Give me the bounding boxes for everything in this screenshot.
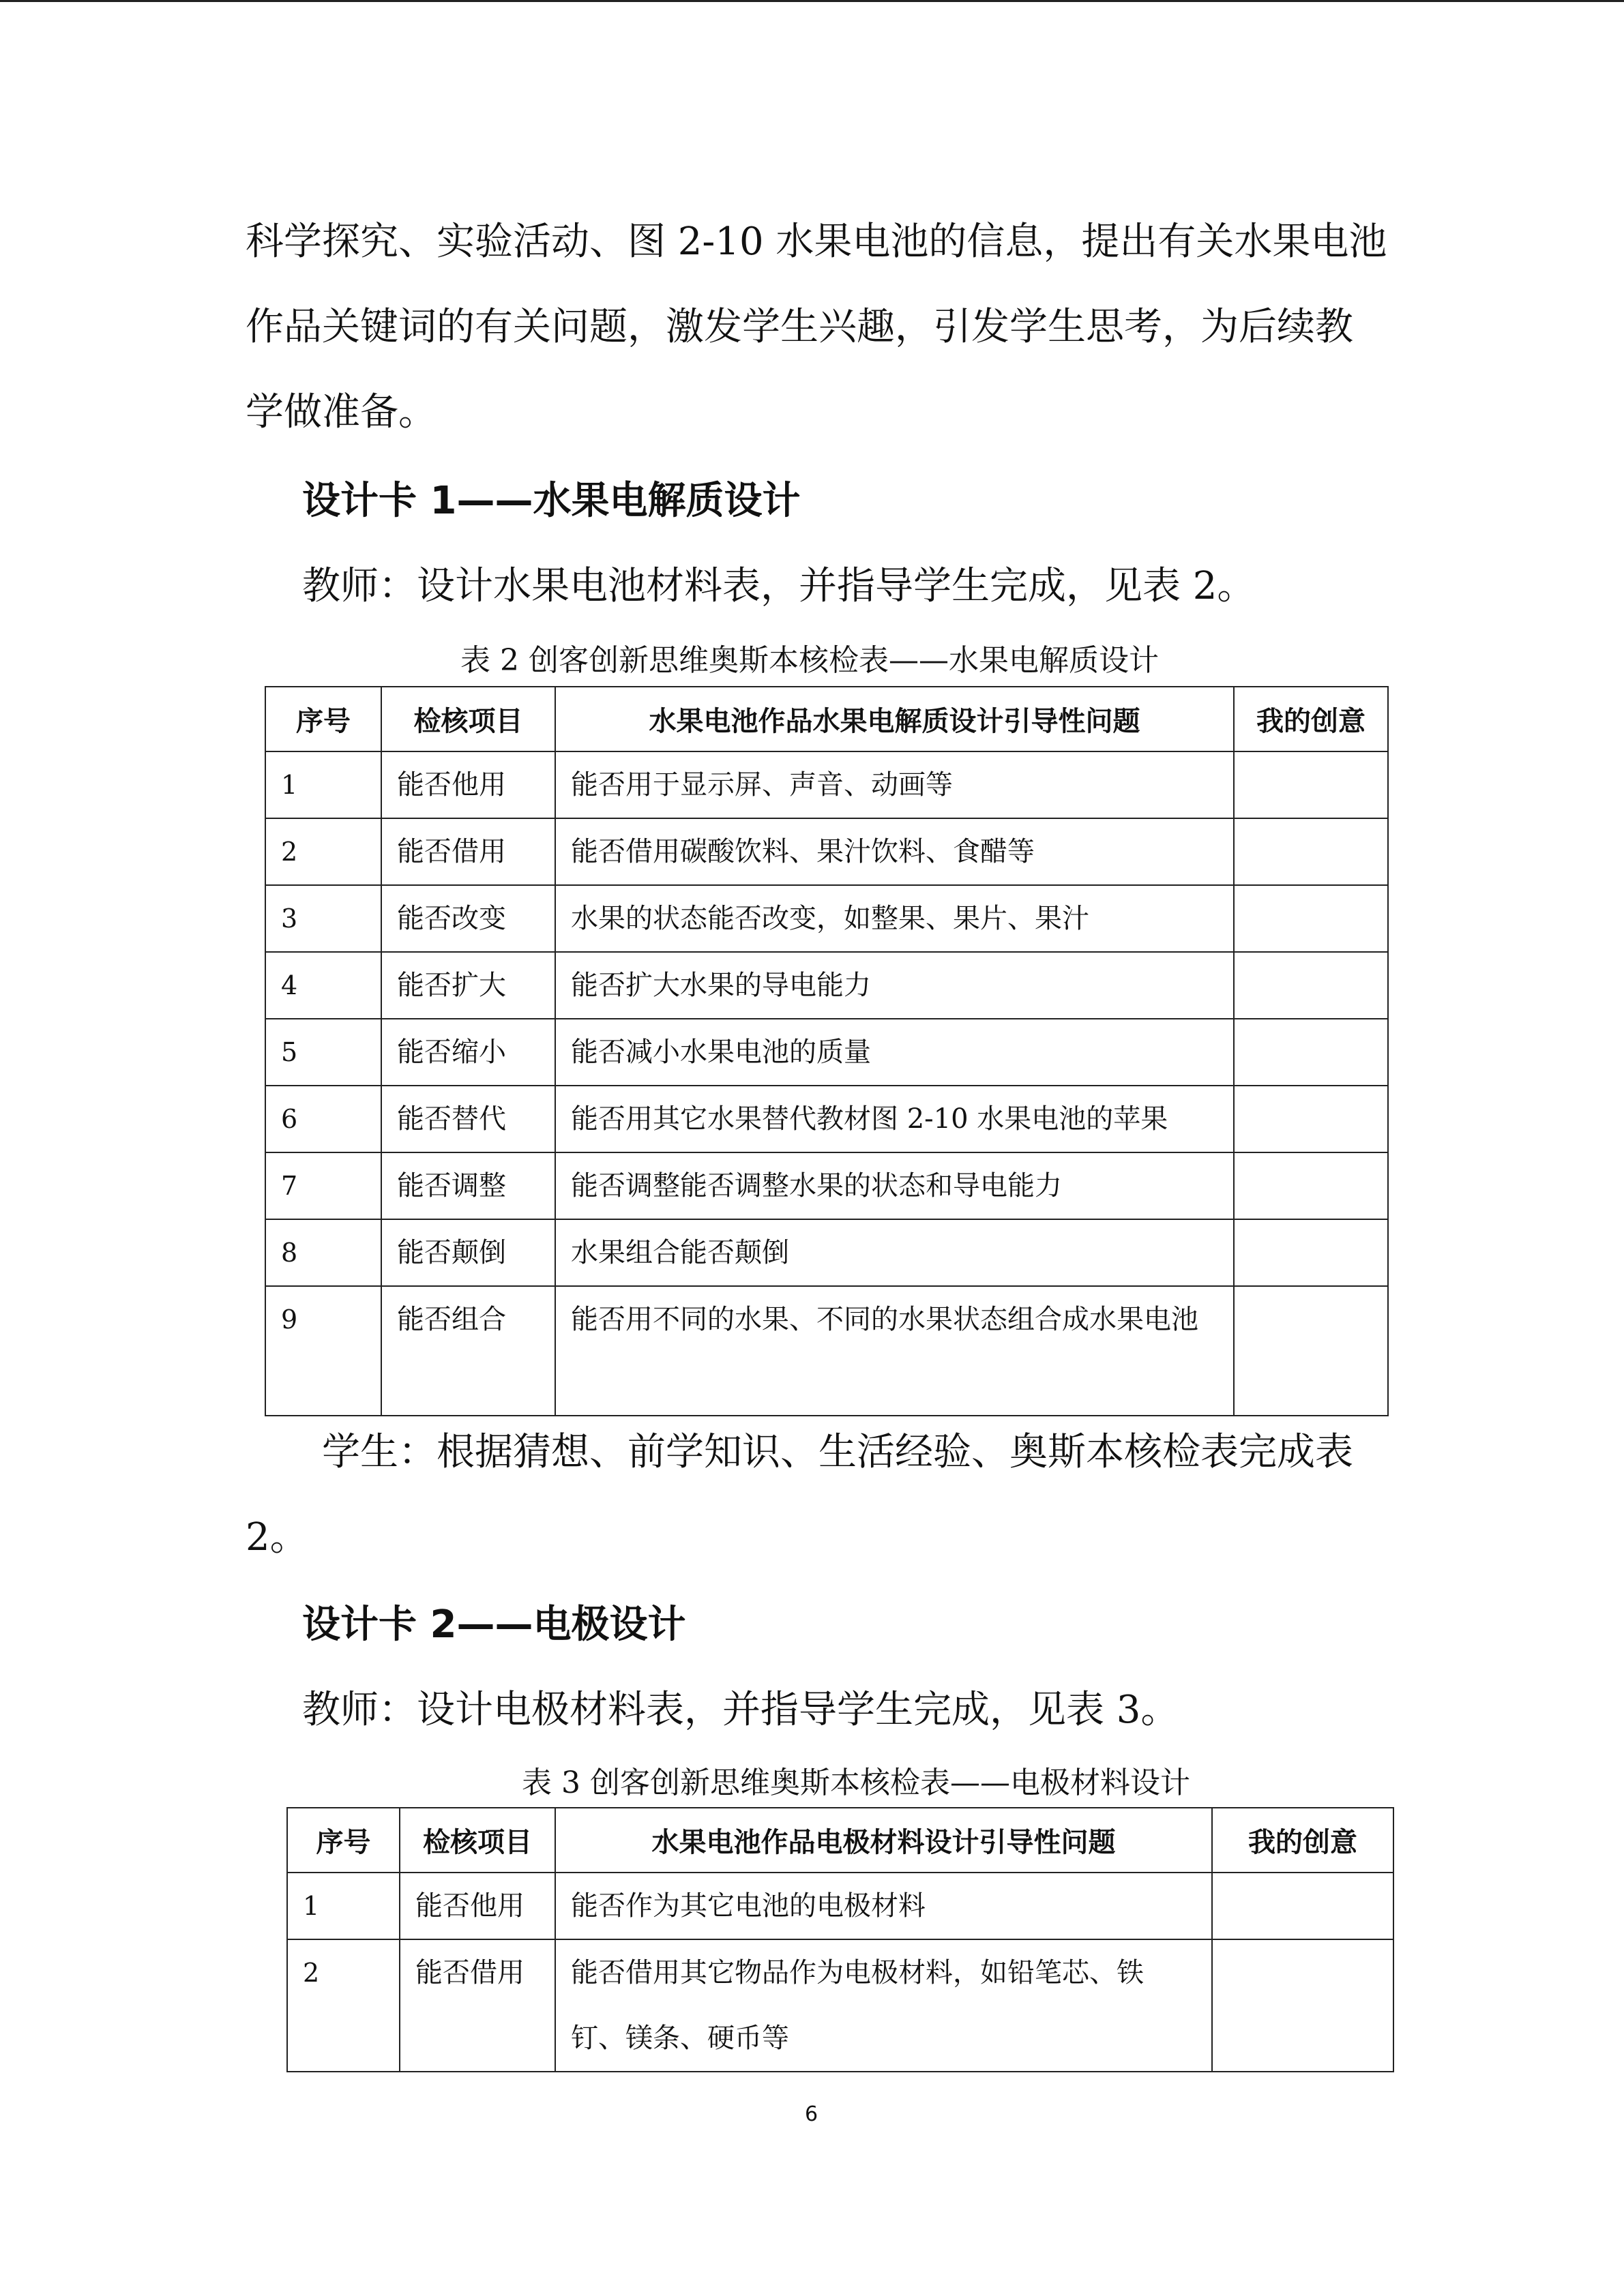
intro-line-3: 学做准备。 — [246, 390, 437, 434]
row-idea-cell[interactable] — [1212, 1873, 1393, 1939]
row-question: 能否借用碳酸饮料、果汁饮料、食醋等 — [555, 818, 1234, 885]
row-question: 能否借用其它物品作为电极材料，如铅笔芯、铁钉、镁条、硬币等 — [555, 1939, 1212, 2072]
row-idea-cell[interactable] — [1234, 1019, 1388, 1086]
row-item: 能否改变 — [381, 885, 555, 952]
table2-header-row — [265, 687, 1388, 751]
row-question: 能否用其它水果替代教材图 2-10 水果电池的苹果 — [555, 1086, 1234, 1152]
row-question: 水果的状态能否改变，如整果、果片、果汁 — [555, 885, 1234, 952]
table2-header-idea: 我的创意 — [1234, 687, 1388, 751]
row-no: 9 — [265, 1286, 381, 1416]
table-row — [287, 1939, 1393, 2072]
table-row — [265, 885, 1388, 952]
row-item: 能否借用 — [400, 1939, 555, 2072]
top-border — [0, 0, 1624, 2]
row-idea-cell[interactable] — [1234, 751, 1388, 818]
table2-header-no: 序号 — [265, 687, 381, 751]
row-idea-cell[interactable] — [1234, 1152, 1388, 1219]
student-text-line-1: 学生：根据猜想、前学知识、生活经验、奥斯本核检表完成表 — [322, 1430, 1353, 1474]
row-idea-cell[interactable] — [1234, 1219, 1388, 1286]
row-item: 能否他用 — [381, 751, 555, 818]
row-no: 3 — [265, 885, 381, 952]
row-no: 1 — [287, 1873, 400, 1939]
row-question: 能否减小水果电池的质量 — [555, 1019, 1234, 1086]
row-idea-cell[interactable] — [1234, 1086, 1388, 1152]
row-question: 能否作为其它电池的电极材料 — [555, 1873, 1212, 1939]
row-question: 能否扩大水果的导电能力 — [555, 952, 1234, 1019]
row-question: 能否用于显示屏、声音、动画等 — [555, 751, 1234, 818]
table3-header-no: 序号 — [287, 1808, 400, 1873]
row-item: 能否缩小 — [381, 1019, 555, 1086]
row-item: 能否组合 — [381, 1286, 555, 1416]
table-row — [265, 1286, 1388, 1416]
row-item: 能否他用 — [400, 1873, 555, 1939]
row-item: 能否扩大 — [381, 952, 555, 1019]
row-question: 水果组合能否颠倒 — [555, 1219, 1234, 1286]
table-row — [265, 751, 1388, 818]
table2-caption: 表 2 创客创新思维奥斯本核检表——水果电解质设计 — [460, 643, 1159, 678]
table3-header-question: 水果电池作品电极材料设计引导性问题 — [555, 1808, 1212, 1873]
table2-header-item: 检核项目 — [381, 687, 555, 751]
row-no: 6 — [265, 1086, 381, 1152]
row-question: 能否调整能否调整水果的状态和导电能力 — [555, 1152, 1234, 1219]
table3-header-row — [287, 1808, 1393, 1873]
table3-caption: 表 3 创客创新思维奥斯本核检表——电极材料设计 — [522, 1765, 1190, 1800]
card2-teacher-text: 教师：设计电极材料表，并指导学生完成，见表 3。 — [302, 1688, 1179, 1732]
table3-header-item: 检核项目 — [400, 1808, 555, 1873]
row-no: 1 — [265, 751, 381, 818]
row-no: 4 — [265, 952, 381, 1019]
table-row — [265, 818, 1388, 885]
row-idea-cell[interactable] — [1234, 1286, 1388, 1416]
card1-teacher-text: 教师：设计水果电池材料表，并指导学生完成，见表 2。 — [302, 564, 1256, 608]
table-row — [265, 1152, 1388, 1219]
table-row — [265, 1219, 1388, 1286]
row-item: 能否颠倒 — [381, 1219, 555, 1286]
table-row — [287, 1873, 1393, 1939]
row-question: 能否用不同的水果、不同的水果状态组合成水果电池 — [555, 1286, 1234, 1416]
page-number: 6 — [805, 2102, 818, 2126]
table2 — [265, 686, 1389, 1416]
row-idea-cell[interactable] — [1234, 885, 1388, 952]
intro-line-2: 作品关键词的有关问题，激发学生兴趣，引发学生思考，为后续教 — [246, 305, 1353, 349]
card2-title: 设计卡 2——电极设计 — [302, 1602, 686, 1647]
row-no: 5 — [265, 1019, 381, 1086]
card1-title: 设计卡 1——水果电解质设计 — [302, 479, 801, 523]
row-item: 能否替代 — [381, 1086, 555, 1152]
row-item: 能否借用 — [381, 818, 555, 885]
table2-header-question: 水果电池作品水果电解质设计引导性问题 — [555, 687, 1234, 751]
row-no: 7 — [265, 1152, 381, 1219]
table-row — [265, 1019, 1388, 1086]
intro-line-1: 科学探究、实验活动、图 2-10 水果电池的信息，提出有关水果电池 — [246, 220, 1387, 264]
row-idea-cell[interactable] — [1212, 1939, 1393, 2072]
table-row — [265, 1086, 1388, 1152]
row-idea-cell[interactable] — [1234, 952, 1388, 1019]
row-no: 8 — [265, 1219, 381, 1286]
row-item: 能否调整 — [381, 1152, 555, 1219]
student-text-line-2: 2。 — [246, 1515, 308, 1560]
table3-header-idea: 我的创意 — [1212, 1808, 1393, 1873]
row-no: 2 — [287, 1939, 400, 2072]
table-row — [265, 952, 1388, 1019]
table3 — [286, 1807, 1394, 2072]
row-no: 2 — [265, 818, 381, 885]
row-idea-cell[interactable] — [1234, 818, 1388, 885]
